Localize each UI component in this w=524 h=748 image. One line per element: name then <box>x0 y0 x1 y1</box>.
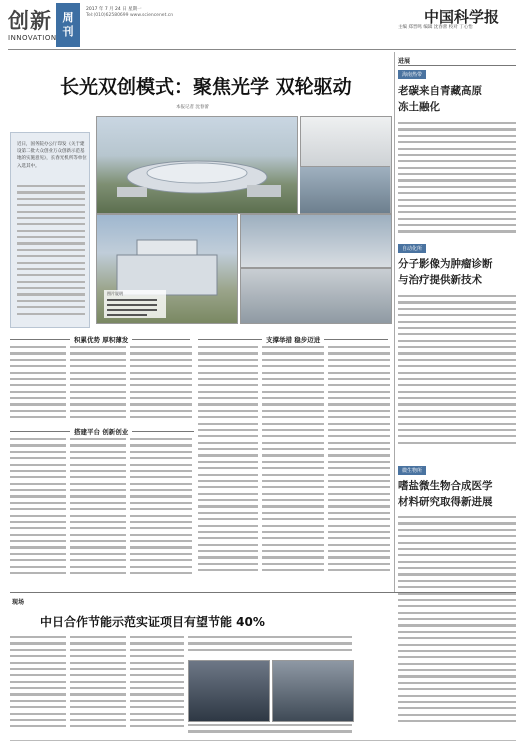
caption-label: 图片说明 <box>107 291 123 296</box>
bottom-col-1 <box>10 636 66 736</box>
news-tag-3: 微生物所 <box>398 466 426 475</box>
intro-body-lines <box>17 185 85 323</box>
bottom-headline: 中日合作节能示范实证项目有望节能 40% <box>40 615 265 629</box>
section-english: INNOVATION <box>8 34 57 42</box>
newspaper-logo: 中国科学报 <box>424 8 500 26</box>
campus-illustration <box>97 117 297 213</box>
section-head-advantages: 积累优势 厚积薄发 <box>70 335 132 344</box>
campus-aerial-photo <box>96 116 298 214</box>
lab-photo <box>300 166 390 213</box>
weekly-char-2: 刊 <box>62 25 74 38</box>
article-col-3a <box>130 346 192 426</box>
news-title-1b: 冻土融化 <box>398 101 440 113</box>
right-section-rule <box>398 65 516 66</box>
office-photo <box>240 268 392 324</box>
news-title-1a: 老碳来自青藏高原 <box>398 85 482 97</box>
main-headline: 长光双创模式：聚焦光学 双轮驱动 <box>60 76 352 98</box>
page-footer-rule <box>10 740 516 741</box>
editor-meta: 主编 郑晋鸣 编辑 沈春蕾 校对 丁心怡 <box>398 25 473 30</box>
news-body-2 <box>398 295 516 455</box>
intro-text: 近日，国务院办公厅印发《关于建设第二批大众创业万众创新示范基地的实施意见》，长春光机所等单位入选其中。 <box>17 142 87 169</box>
right-section-head: 进展 <box>398 58 411 65</box>
bottom-col-4-top <box>188 636 352 656</box>
article-col-4 <box>198 346 258 586</box>
article-col-5 <box>262 346 324 586</box>
article-col-1a <box>10 346 66 426</box>
news-title-2a: 分子影像为肿瘤诊断 <box>398 258 493 270</box>
news-title-3a: 嗜盐微生物合成医学 <box>398 480 493 492</box>
workshop-photo <box>240 214 392 268</box>
bottom-section-head: 现场 <box>12 599 25 606</box>
news-body-3 <box>398 516 516 738</box>
bottom-col-2 <box>70 636 126 736</box>
bottom-col-3 <box>130 636 184 736</box>
section-title: 创新 <box>8 9 52 33</box>
article-col-3b <box>130 438 192 586</box>
news-body-1 <box>398 122 516 240</box>
news-title-2b: 与治疗提供新技术 <box>398 274 482 286</box>
bottom-section-rule <box>10 592 516 593</box>
article-col-2a <box>70 346 126 426</box>
right-column-divider <box>394 52 395 592</box>
news-tag-2: 自动化所 <box>398 244 426 253</box>
article-col-6 <box>328 346 390 586</box>
news-tag-1: 海南热带 <box>398 70 426 79</box>
news-title-3b: 材料研究取得新进展 <box>398 496 493 508</box>
bottom-photo-caption <box>188 724 352 738</box>
section-head-platform: 搭建平台 创新创业 <box>70 427 132 436</box>
header-divider <box>8 49 516 50</box>
issue-date: 2017 年 7 月 24 日 星期一 <box>86 7 142 12</box>
bottom-photo-1 <box>188 660 270 722</box>
section-head-support: 支撑举措 稳步迈进 <box>262 335 324 344</box>
bottom-photo-2 <box>272 660 354 722</box>
contact-info: Tel:(010)62580699 www.sciencenet.cn <box>86 13 174 18</box>
photo-caption <box>104 290 166 318</box>
article-col-1b <box>10 438 66 586</box>
weekly-badge <box>56 3 80 47</box>
article-col-2b <box>70 438 126 586</box>
byline: 本报记者 沈春蕾 <box>176 105 209 110</box>
weekly-char-1: 周 <box>62 11 74 24</box>
intro-box <box>10 132 90 328</box>
